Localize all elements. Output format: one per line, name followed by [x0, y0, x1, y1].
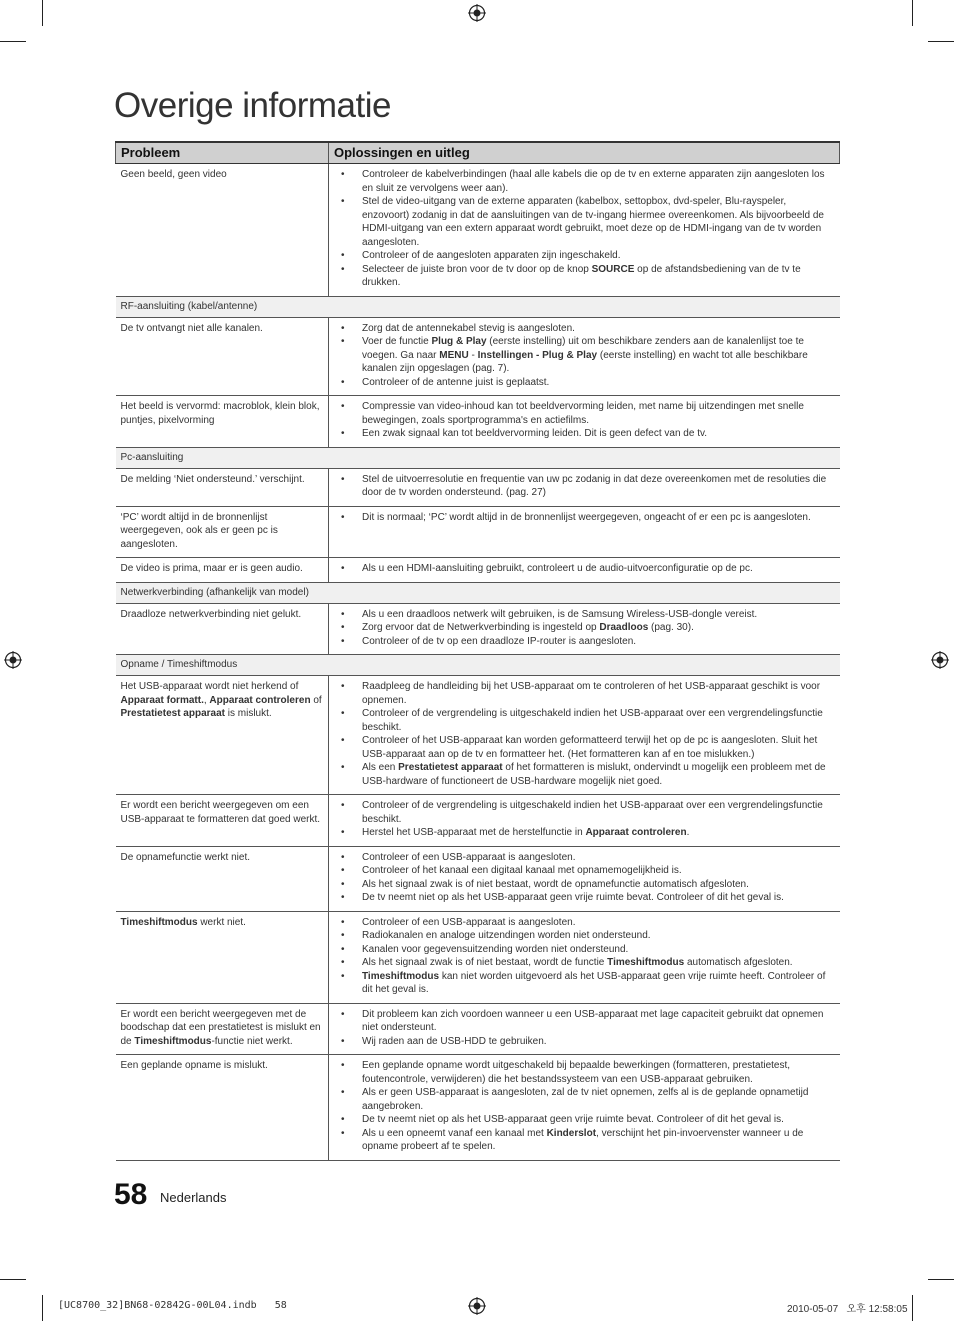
problem-cell	[116, 911, 329, 1003]
solution-cell	[329, 795, 840, 847]
bold-term: Plug & Play	[431, 336, 487, 347]
solution-cell	[329, 911, 840, 1003]
text-run: De video is prima, maar er is geen audio.	[120, 563, 303, 574]
text-run: -	[468, 349, 478, 361]
text-run: werkt niet.	[197, 916, 246, 928]
table-row	[116, 164, 840, 297]
solution-item	[334, 943, 835, 957]
solution-item	[334, 1086, 835, 1113]
table-row	[116, 506, 840, 558]
registration-mark-icon	[468, 4, 486, 22]
solution-cell	[329, 846, 840, 911]
table-row	[116, 911, 840, 1003]
solution-list	[334, 799, 835, 840]
text-run: Controleer of de vergrendeling is uitgeschakeld indien het USB-apparaat over een vergrendelingsfunctie beschikt.	[362, 800, 823, 825]
bold-term: Timeshiftmodus	[134, 1035, 212, 1047]
text-run: Stel de video-uitgang van de externe apparaten (kabelbox, settopbox, dvd-speler, Blu-rayspeler, enzovoort) zodanig in dat de aansluitingen van de tv-ingang hiermee overeenkomen. Als bijvoorbeeld de HDMI-uitgang van een extern apparaat wordt gebruikt, moet deze op de HDMI-ingang van de tv worden aangesloten.	[362, 196, 824, 248]
solution-list	[334, 916, 835, 997]
text-run: , verschijnt het pin-invoervenster wanneer u de opname probeert af te spelen.	[362, 1127, 804, 1152]
solution-item	[334, 707, 835, 734]
solution-item	[334, 511, 835, 525]
table-header-row	[116, 142, 840, 164]
crop-mark	[0, 1279, 26, 1280]
registration-mark-icon	[4, 651, 22, 669]
text-run: Het beeld is vervormd: macroblok, klein blok, puntjes, pixelvorming	[120, 401, 320, 426]
text-run: Controleer of de antenne juist is geplaatst.	[362, 376, 550, 388]
table-row	[116, 317, 840, 396]
solution-item	[334, 1127, 835, 1154]
text-run: Radiokanalen en analoge uitzendingen worden niet ondersteund.	[362, 930, 651, 941]
registration-mark-icon	[931, 651, 949, 669]
text-run: Als het signaal zwak is of niet bestaat, wordt de functie	[362, 957, 608, 968]
table-row	[116, 558, 840, 583]
crop-mark	[928, 41, 954, 42]
text-run: Controleer of het USB-apparaat kan worden geformatteerd terwijl het op de pc is aangesloten. Sluit het USB-apparaat aan op de tv en formatteer het. (Het formatteren kan af en toe mislukken.)	[362, 735, 818, 760]
text-run: Een geplande opname is mislukt.	[120, 1060, 268, 1071]
solution-item	[334, 680, 835, 707]
text-run: Dit probleem kan zich voordoen wanneer u een USB-apparaat met lage capaciteit gebruikt dat opnemen niet ondersteunt.	[362, 1008, 824, 1033]
solution-item	[334, 376, 835, 390]
text-run: Als u een draadloos netwerk wilt gebruiken, is de Samsung Wireless-USB-dongle vereist.	[362, 608, 758, 620]
text-run: Controleer of de tv op een draadloze IP-router is aangesloten.	[362, 635, 637, 647]
solution-item	[334, 891, 835, 905]
section-title: RF-aansluiting (kabel/antenne)	[116, 296, 840, 317]
page-number: 58	[114, 1178, 148, 1211]
text-run: Een geplande opname wordt uitgeschakeld bij bepaalde bewerkingen (formatteren, prestatietest, foutencontrole, verwijderen) die het bestandssysteem van een USB-apparaat gebruiken.	[362, 1060, 791, 1085]
text-run: Controleer of een USB-apparaat is aangesloten.	[362, 851, 576, 863]
solution-item	[334, 635, 835, 649]
solution-item	[334, 335, 835, 376]
text-run: Controleer of de vergrendeling is uitgeschakeld indien het USB-apparaat over een vergrendelingsfunctie beschikt.	[362, 708, 823, 733]
text-run: De opnamefunctie werkt niet.	[120, 851, 251, 863]
solution-item	[334, 427, 835, 441]
solution-item	[334, 761, 835, 788]
text-run: Als een	[362, 762, 399, 773]
problem-cell	[116, 603, 329, 655]
text-run: Dit is normaal; ‘PC’ wordt altijd in de bronnenlijst weergegeven, ongeacht of er een pc is aangesloten.	[362, 511, 811, 523]
text-run: Controleer of het kanaal een digitaal kanaal met opnamemogelijkheid is.	[362, 865, 682, 876]
solution-item	[334, 195, 835, 249]
table-row	[116, 676, 840, 795]
solution-list	[334, 400, 835, 441]
solution-item	[334, 1008, 835, 1035]
crop-mark	[42, 0, 43, 26]
bold-term: Prestatietest apparaat	[398, 762, 503, 773]
text-run: Als het signaal zwak is of niet bestaat, wordt de opnamefunctie automatisch afgesloten.	[362, 878, 749, 890]
solution-list	[334, 511, 835, 525]
problem-cell	[116, 795, 329, 847]
troubleshooting-table	[115, 141, 840, 1161]
solution-item	[334, 929, 835, 943]
table-row	[116, 603, 840, 655]
problem-cell	[116, 1055, 329, 1161]
text-run: Als u een opneemt vanaf een kanaal met	[362, 1127, 547, 1139]
solution-item	[334, 878, 835, 892]
bold-term: MENU	[439, 349, 469, 361]
text-run: of	[310, 694, 322, 706]
text-run: Controleer of een USB-apparaat is aangesloten.	[362, 916, 576, 928]
text-run: Selecteer de juiste bron voor de tv door op de knop	[362, 263, 592, 275]
solution-item	[334, 562, 835, 576]
text-run: Kanalen voor gegevensuitzending worden niet ondersteund.	[362, 943, 629, 955]
bold-term: Apparaat formatt.	[120, 694, 204, 706]
solution-cell	[329, 1055, 840, 1161]
solution-list	[334, 680, 835, 788]
text-run: Er wordt een bericht weergegeven met de boodschap dat een prestatietest is mislukt en de	[120, 1008, 321, 1047]
text-run: ‘PC’ wordt altijd in de bronnenlijst weergegeven, ook als er geen pc is aangesloten.	[120, 511, 278, 550]
table-row	[116, 795, 840, 847]
solution-item	[334, 249, 835, 263]
solution-cell	[329, 506, 840, 558]
solution-list	[334, 168, 835, 290]
solution-list	[334, 851, 835, 905]
solution-item	[334, 473, 835, 500]
table-row	[116, 846, 840, 911]
bold-term: Timeshiftmodus	[607, 957, 685, 968]
solution-cell	[329, 558, 840, 583]
text-run: Zorg ervoor dat de Netwerkverbinding is ingesteld op	[362, 622, 600, 633]
text-run: ,	[203, 694, 210, 706]
solution-item	[334, 799, 835, 826]
solution-cell	[329, 164, 840, 297]
text-run: Voer de functie	[362, 336, 432, 347]
text-run: De tv neemt niet op als het USB-apparaat geen vrije ruimte bevat. Controleer of dit het geval is.	[362, 892, 784, 903]
page-title: Overige informatie	[114, 86, 391, 125]
problem-cell	[116, 317, 329, 396]
text-run: (pag. 30).	[648, 622, 694, 633]
solution-cell	[329, 1003, 840, 1055]
solution-item	[334, 1035, 835, 1049]
bold-term: Instellingen - Plug & Play	[477, 349, 598, 361]
bold-term: Apparaat controleren	[209, 694, 311, 706]
text-run: Als er geen USB-apparaat is aangesloten, zal de tv niet opnemen, zelfs al is de geplande opnametijd aangebroken.	[362, 1087, 809, 1112]
text-run: .	[686, 827, 690, 838]
text-run: Geen beeld, geen video	[120, 169, 227, 180]
solution-list	[334, 562, 835, 576]
text-run: De tv ontvangt niet alle kanalen.	[120, 322, 263, 334]
solution-list	[334, 473, 835, 500]
text-run: Zorg dat de antennekabel stevig is aangesloten.	[362, 322, 575, 334]
text-run: De melding ‘Niet ondersteund.’ verschijnt.	[120, 473, 305, 485]
problem-cell	[116, 396, 329, 448]
text-run: -functie niet werkt.	[211, 1035, 293, 1047]
problem-cell	[116, 676, 329, 795]
page-language: Nederlands	[160, 1190, 227, 1205]
solution-item	[334, 168, 835, 195]
section-header-row	[116, 296, 840, 317]
solution-item	[334, 1113, 835, 1127]
solution-item	[334, 734, 835, 761]
table-body	[116, 164, 840, 1161]
text-run: Draadloze netwerkverbinding niet gelukt.	[120, 608, 302, 620]
solution-list	[334, 1059, 835, 1154]
text-run: Controleer of de aangesloten apparaten zijn ingeschakeld.	[362, 250, 621, 261]
solution-item	[334, 970, 835, 997]
crop-mark	[912, 0, 913, 26]
bold-term: Kinderslot	[546, 1127, 597, 1139]
solution-item	[334, 400, 835, 427]
crop-mark	[912, 1295, 913, 1321]
solution-cell	[329, 676, 840, 795]
text-run: Herstel het USB-apparaat met de herstelfunctie in	[362, 827, 586, 838]
bold-term: Draadloos	[599, 622, 649, 633]
text-run: De tv neemt niet op als het USB-apparaat geen vrije ruimte bevat. Controleer of dit het geval is.	[362, 1114, 784, 1125]
problem-cell	[116, 558, 329, 583]
table-row	[116, 468, 840, 506]
problem-cell	[116, 846, 329, 911]
text-run: kan niet worden uitgevoerd als het USB-apparaat geen vrije ruimte heeft. Controleer of dit het geval is.	[362, 970, 826, 995]
section-title: Pc-aansluiting	[116, 447, 840, 468]
solution-list	[334, 608, 835, 649]
problem-cell	[116, 1003, 329, 1055]
solution-item	[334, 826, 835, 840]
text-run: Wij raden aan de USB-HDD te gebruiken.	[362, 1035, 547, 1047]
column-header-solutions: Oplossingen en uitleg	[329, 142, 840, 164]
table-row	[116, 396, 840, 448]
section-header-row	[116, 655, 840, 676]
crop-mark	[0, 41, 26, 42]
table-row	[116, 1003, 840, 1055]
text-run: Een zwak signaal kan tot beeldvervorming leiden. Dit is geen defect van de tv.	[362, 428, 708, 439]
registration-mark-icon	[468, 1297, 486, 1315]
print-slug-timestamp: 2010-05-07 오후 12:58:05	[787, 1304, 908, 1315]
text-run: automatisch afgesloten.	[684, 957, 793, 968]
text-run: op de afstandsbediening van de tv te drukken.	[362, 263, 801, 288]
solution-item	[334, 864, 835, 878]
text-run: Er wordt een bericht weergegeven om een USB-apparaat te formatteren dat goed werkt.	[120, 800, 321, 825]
solution-cell	[329, 468, 840, 506]
bold-term: Prestatietest apparaat	[120, 708, 225, 719]
solution-item	[334, 916, 835, 930]
solution-item	[334, 608, 835, 622]
solution-cell	[329, 396, 840, 448]
text-run: (eerste instelling) en wacht tot alle beschikbare kanalen zijn opgeslagen (pag. 7).	[362, 349, 808, 374]
solution-item	[334, 956, 835, 970]
text-run: Stel de uitvoerresolutie en frequentie van uw pc zodanig in dat deze overeenkomen met de resoluties die door de tv worden ondersteund. (pag. 27)	[362, 473, 827, 498]
text-run: Raadpleeg de handleiding bij het USB-apparaat om te controleren of het USB-apparaat geschikt is voor opnemen.	[362, 681, 821, 706]
bold-term: Timeshiftmodus	[120, 916, 198, 928]
column-header-problem: Probleem	[116, 142, 329, 164]
text-run: is mislukt.	[225, 708, 272, 719]
table-row	[116, 1055, 840, 1161]
section-title: Opname / Timeshiftmodus	[116, 655, 840, 676]
problem-cell	[116, 506, 329, 558]
problem-cell	[116, 164, 329, 297]
bold-term: Apparaat controleren	[585, 827, 687, 838]
solution-cell	[329, 317, 840, 396]
solution-list	[334, 1008, 835, 1049]
text-run: Het USB-apparaat wordt niet herkend of	[120, 681, 299, 692]
text-run: Als u een HDMI-aansluiting gebruikt, controleert u de audio-uitvoerconfiguratie op de pc.	[362, 563, 753, 574]
text-run: of het formatteren is mislukt, ondervindt u mogelijk een probleem met de USB-hardware of functioneert de USB-hardware mogelijk niet goed.	[362, 762, 826, 787]
solution-item	[334, 263, 835, 290]
solution-item	[334, 851, 835, 865]
solution-item	[334, 322, 835, 336]
text-run: Controleer de kabelverbindingen (haal alle kabels die op de tv en externe apparaten zijn aangesloten los en sluit ze vervolgens weer aan).	[362, 169, 825, 194]
solution-item	[334, 1059, 835, 1086]
bold-term: Timeshiftmodus	[362, 970, 440, 982]
section-header-row	[116, 447, 840, 468]
solution-list	[334, 322, 835, 390]
text-run: Compressie van video-inhoud kan tot beeldvervorming leiden, met name bij uitzendingen met snelle bewegingen, zoals sportprogramma's en actiefilms.	[362, 401, 804, 426]
problem-cell	[116, 468, 329, 506]
text-run: (eerste instelling) uit om beschikbare zenders aan de kanalenlijst toe te voegen. Ga naar	[362, 336, 804, 361]
section-header-row	[116, 582, 840, 603]
solution-cell	[329, 603, 840, 655]
print-slug-file: [UC8700_32]BN68-02842G-00L04.indb 58	[58, 1300, 287, 1311]
crop-mark	[42, 1295, 43, 1321]
section-title: Netwerkverbinding (afhankelijk van model)	[116, 582, 840, 603]
crop-mark	[928, 1279, 954, 1280]
solution-item	[334, 621, 835, 635]
bold-term: SOURCE	[591, 263, 635, 275]
